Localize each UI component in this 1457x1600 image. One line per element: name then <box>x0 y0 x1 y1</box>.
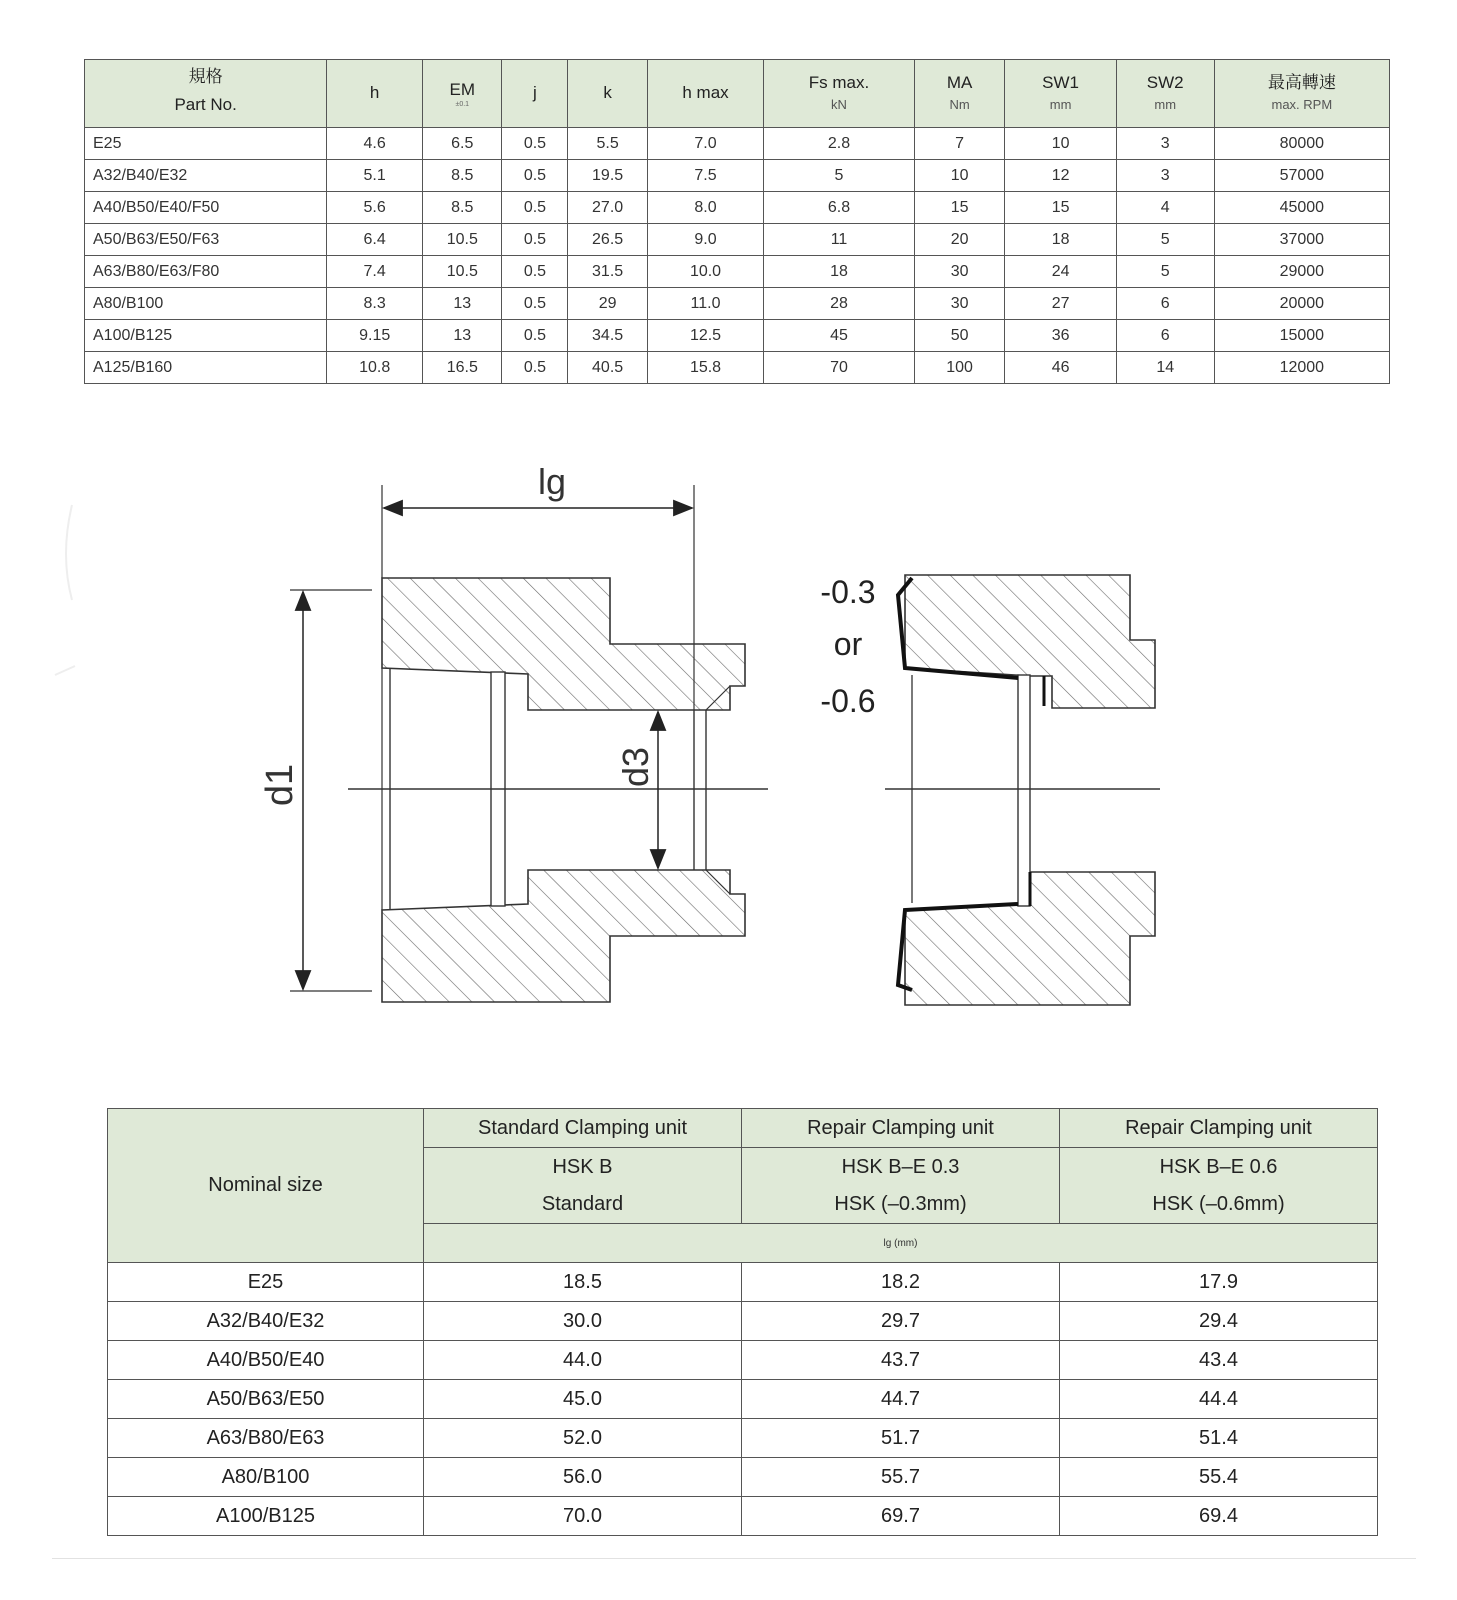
part-no-cell: A32/B40/E32 <box>85 160 327 192</box>
header-h-max-label: h max <box>682 83 729 103</box>
spec-value-cell: 26.5 <box>568 224 647 256</box>
spec-table-body <box>85 128 1390 384</box>
spec-value-cell: 0.5 <box>502 352 568 384</box>
spec-value-cell: 10 <box>914 160 1005 192</box>
spec-value-cell: 18 <box>764 256 914 288</box>
spec-value-cell: 6.5 <box>423 128 502 160</box>
repair-03-type-line1: HSK B–E 0.3 <box>841 1155 960 1178</box>
spec-value-cell: 4 <box>1116 192 1214 224</box>
spec-table-header <box>85 60 1390 128</box>
spec-value-cell: 3 <box>1116 160 1214 192</box>
header-h-max <box>647 60 763 128</box>
spec-value-cell: 0.5 <box>502 160 568 192</box>
spec-value-cell: 0.5 <box>502 288 568 320</box>
table-row <box>85 128 1390 160</box>
spec-value-cell: 8.0 <box>647 192 763 224</box>
header-h-label: h <box>369 83 380 103</box>
spec-value-cell: 7 <box>914 128 1005 160</box>
header-ma-unit: Nm <box>949 96 970 112</box>
lg-value-cell: 55.7 <box>742 1458 1060 1497</box>
spec-value-cell: 57000 <box>1214 160 1389 192</box>
header-fs-max-unit: kN <box>831 96 847 112</box>
or-label: or <box>833 626 863 662</box>
spec-value-cell: 7.5 <box>647 160 763 192</box>
header-max-rpm-unit: max. RPM <box>1271 96 1333 112</box>
minus-0-6-label: -0.6 <box>820 683 876 719</box>
header-part-no-main: 規格 <box>188 66 223 86</box>
header-sw1-unit: mm <box>1049 96 1072 112</box>
spec-value-cell: 5 <box>1116 256 1214 288</box>
spec-value-cell: 80000 <box>1214 128 1389 160</box>
spec-value-cell: 15000 <box>1214 320 1389 352</box>
spec-value-cell: 37000 <box>1214 224 1389 256</box>
repair-03-type-header <box>742 1148 1060 1224</box>
spec-value-cell: 6 <box>1116 320 1214 352</box>
spec-value-cell: 28 <box>764 288 914 320</box>
nominal-size-cell: A63/B80/E63 <box>108 1419 424 1458</box>
spec-value-cell: 31.5 <box>568 256 647 288</box>
repair-03-unit-header: Repair Clamping unit <box>742 1109 1060 1148</box>
spec-value-cell: 7.0 <box>647 128 763 160</box>
spec-value-cell: 45 <box>764 320 914 352</box>
spec-value-cell: 5 <box>764 160 914 192</box>
spec-value-cell: 5.6 <box>327 192 423 224</box>
repair-unit-section <box>898 575 1155 1005</box>
lg-value-cell: 44.7 <box>742 1380 1060 1419</box>
header-ma-label: MA <box>946 72 973 92</box>
spec-value-cell: 12000 <box>1214 352 1389 384</box>
lg-value-cell: 43.7 <box>742 1341 1060 1380</box>
table-row <box>85 320 1390 352</box>
repair-03-type-line2: HSK (–0.3mm) <box>834 1192 967 1215</box>
spec-value-cell: 4.6 <box>327 128 423 160</box>
header-em <box>423 60 502 128</box>
lg-table-body <box>108 1263 1378 1536</box>
spec-value-cell: 0.5 <box>502 224 568 256</box>
lg-value-cell: 69.4 <box>1060 1497 1378 1536</box>
table-row <box>108 1497 1378 1536</box>
table-row <box>85 288 1390 320</box>
spec-value-cell: 40.5 <box>568 352 647 384</box>
header-sw1-label: SW1 <box>1042 72 1080 92</box>
lg-value-cell: 18.5 <box>424 1263 742 1302</box>
spec-value-cell: 7.4 <box>327 256 423 288</box>
table-row <box>108 1458 1378 1497</box>
d1-dimension-label: d1 <box>259 763 301 807</box>
part-no-cell: A100/B125 <box>85 320 327 352</box>
lg-value-cell: 18.2 <box>742 1263 1060 1302</box>
part-no-cell: A80/B100 <box>85 288 327 320</box>
nominal-size-cell: A32/B40/E32 <box>108 1302 424 1341</box>
lg-value-cell: 56.0 <box>424 1458 742 1497</box>
spec-value-cell: 27.0 <box>568 192 647 224</box>
spec-value-cell: 10 <box>1005 128 1116 160</box>
table-row <box>85 160 1390 192</box>
lg-table <box>107 1108 1378 1536</box>
spec-value-cell: 11 <box>764 224 914 256</box>
standard-unit-header: Standard Clamping unit <box>424 1109 742 1148</box>
lg-value-cell: 69.7 <box>742 1497 1060 1536</box>
header-sw2-label: SW2 <box>1146 72 1184 92</box>
part-no-cell: A50/B63/E50/F63 <box>85 224 327 256</box>
spec-value-cell: 29000 <box>1214 256 1389 288</box>
nominal-size-cell: A50/B63/E50 <box>108 1380 424 1419</box>
table-row <box>108 1263 1378 1302</box>
header-sw1 <box>1005 60 1116 128</box>
nominal-size-header: Nominal size <box>108 1109 424 1263</box>
header-h <box>327 60 423 128</box>
spec-value-cell: 15 <box>914 192 1005 224</box>
header-j-label: j <box>533 83 537 103</box>
spec-value-cell: 0.5 <box>502 192 568 224</box>
table-row <box>108 1419 1378 1458</box>
header-em-label: EM <box>449 79 476 99</box>
spec-value-cell: 11.0 <box>647 288 763 320</box>
spec-value-cell: 9.15 <box>327 320 423 352</box>
standard-type-line1: HSK B <box>552 1155 613 1178</box>
lg-value-cell: 44.0 <box>424 1341 742 1380</box>
lg-value-cell: 70.0 <box>424 1497 742 1536</box>
lg-dimension-label: lg <box>537 461 567 502</box>
header-part-no-sub: Part No. <box>174 94 237 114</box>
lg-value-cell: 52.0 <box>424 1419 742 1458</box>
spec-value-cell: 13 <box>423 288 502 320</box>
footer-divider <box>52 1558 1416 1559</box>
spec-value-cell: 45000 <box>1214 192 1389 224</box>
header-fs-max-label: Fs max. <box>808 72 870 92</box>
standard-type-line2: Standard <box>541 1192 624 1215</box>
nominal-size-cell: A80/B100 <box>108 1458 424 1497</box>
header-ma <box>914 60 1005 128</box>
spec-value-cell: 6 <box>1116 288 1214 320</box>
spec-value-cell: 30 <box>914 288 1005 320</box>
header-k-label: k <box>603 83 612 103</box>
spec-value-cell: 30 <box>914 256 1005 288</box>
header-max-rpm-label: 最高轉速 <box>1267 72 1336 92</box>
spec-value-cell: 14 <box>1116 352 1214 384</box>
table-row <box>108 1341 1378 1380</box>
d3-dimension-label: d3 <box>615 746 656 788</box>
spec-value-cell: 19.5 <box>568 160 647 192</box>
spec-value-cell: 0.5 <box>502 256 568 288</box>
spec-value-cell: 10.0 <box>647 256 763 288</box>
spec-value-cell: 8.5 <box>423 160 502 192</box>
nominal-size-cell: A40/B50/E40 <box>108 1341 424 1380</box>
table-row <box>108 1302 1378 1341</box>
spec-value-cell: 46 <box>1005 352 1116 384</box>
lg-table-header <box>108 1109 1378 1263</box>
standard-unit-section <box>382 578 745 1002</box>
spec-value-cell: 18 <box>1005 224 1116 256</box>
repair-06-type-header <box>1060 1148 1378 1224</box>
spec-value-cell: 3 <box>1116 128 1214 160</box>
spec-value-cell: 0.5 <box>502 128 568 160</box>
part-no-cell: A125/B160 <box>85 352 327 384</box>
spec-value-cell: 5.1 <box>327 160 423 192</box>
lg-value-cell: 29.4 <box>1060 1302 1378 1341</box>
spec-value-cell: 10.5 <box>423 224 502 256</box>
spec-value-cell: 50 <box>914 320 1005 352</box>
part-no-cell: A63/B80/E63/F80 <box>85 256 327 288</box>
header-sw2-unit: mm <box>1154 96 1177 112</box>
spec-value-cell: 12 <box>1005 160 1116 192</box>
nominal-size-cell: A100/B125 <box>108 1497 424 1536</box>
spec-value-cell: 10.5 <box>423 256 502 288</box>
spec-value-cell: 24 <box>1005 256 1116 288</box>
lg-value-cell: 51.4 <box>1060 1419 1378 1458</box>
spec-value-cell: 70 <box>764 352 914 384</box>
spec-value-cell: 16.5 <box>423 352 502 384</box>
spec-value-cell: 12.5 <box>647 320 763 352</box>
lg-value-cell: 51.7 <box>742 1419 1060 1458</box>
spec-value-cell: 9.0 <box>647 224 763 256</box>
header-fs-max <box>764 60 914 128</box>
repair-06-type-line2: HSK (–0.6mm) <box>1152 1192 1285 1215</box>
table-row <box>85 192 1390 224</box>
spec-value-cell: 20 <box>914 224 1005 256</box>
lg-value-cell: 30.0 <box>424 1302 742 1341</box>
repair-06-type-line1: HSK B–E 0.6 <box>1159 1155 1278 1178</box>
repair-06-unit-header: Repair Clamping unit <box>1060 1109 1378 1148</box>
header-max-rpm <box>1214 60 1389 128</box>
spec-value-cell: 5.5 <box>568 128 647 160</box>
spec-value-cell: 100 <box>914 352 1005 384</box>
spec-value-cell: 6.4 <box>327 224 423 256</box>
lg-value-cell: 55.4 <box>1060 1458 1378 1497</box>
spec-value-cell: 6.8 <box>764 192 914 224</box>
minus-0-3-label: -0.3 <box>820 574 876 610</box>
spec-value-cell: 10.8 <box>327 352 423 384</box>
table-row <box>85 224 1390 256</box>
header-j <box>502 60 568 128</box>
spec-value-cell: 27 <box>1005 288 1116 320</box>
spec-value-cell: 2.8 <box>764 128 914 160</box>
header-sw2 <box>1116 60 1214 128</box>
lg-unit-header: lg (mm) <box>424 1224 1378 1263</box>
table-row <box>108 1380 1378 1419</box>
spec-value-cell: 36 <box>1005 320 1116 352</box>
nominal-size-cell: E25 <box>108 1263 424 1302</box>
lg-value-cell: 17.9 <box>1060 1263 1378 1302</box>
table-row <box>85 352 1390 384</box>
header-k <box>568 60 647 128</box>
header-part-no <box>85 60 327 128</box>
spec-value-cell: 20000 <box>1214 288 1389 320</box>
standard-type-header <box>424 1148 742 1224</box>
spec-value-cell: 8.5 <box>423 192 502 224</box>
lg-value-cell: 45.0 <box>424 1380 742 1419</box>
spec-value-cell: 13 <box>423 320 502 352</box>
spec-value-cell: 0.5 <box>502 320 568 352</box>
part-no-cell: A40/B50/E40/F50 <box>85 192 327 224</box>
spec-value-cell: 29 <box>568 288 647 320</box>
table-row <box>85 256 1390 288</box>
clamping-unit-drawing <box>0 440 1457 1040</box>
part-no-cell: E25 <box>85 128 327 160</box>
header-em-tolerance: ±0.1 <box>455 101 470 109</box>
spec-value-cell: 15.8 <box>647 352 763 384</box>
spec-value-cell: 5 <box>1116 224 1214 256</box>
spec-value-cell: 15 <box>1005 192 1116 224</box>
spec-value-cell: 8.3 <box>327 288 423 320</box>
spec-value-cell: 34.5 <box>568 320 647 352</box>
lg-value-cell: 44.4 <box>1060 1380 1378 1419</box>
lg-value-cell: 29.7 <box>742 1302 1060 1341</box>
lg-value-cell: 43.4 <box>1060 1341 1378 1380</box>
spec-table <box>84 59 1390 384</box>
